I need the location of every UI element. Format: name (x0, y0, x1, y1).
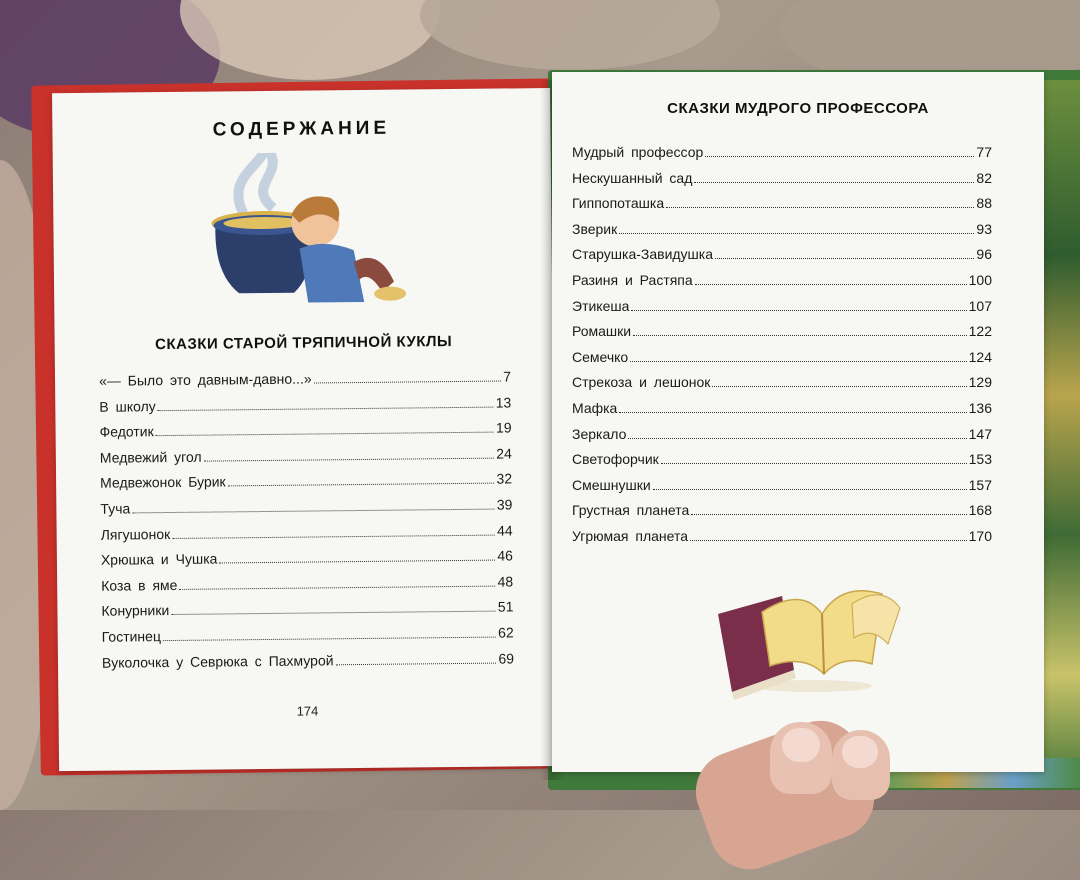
toc-entry-title: Семечко (572, 348, 629, 365)
dot-leader (691, 514, 966, 515)
toc-entry-page: 13 (495, 394, 512, 411)
dot-leader (619, 412, 966, 413)
toc-entry (102, 650, 514, 680)
boy-sleeping-by-pot-illustration (203, 151, 415, 313)
page-number: 174 (296, 703, 319, 719)
toc-entry (572, 221, 992, 247)
toc-entry (572, 323, 992, 349)
open-books-illustration (712, 574, 902, 704)
dot-leader (228, 483, 495, 487)
toc-entry-page: 46 (497, 547, 513, 564)
toc-entry (572, 298, 992, 324)
dot-leader (156, 432, 494, 437)
toc-entry-page: 48 (497, 573, 514, 590)
dot-leader (314, 381, 502, 384)
toc-entry-title: Старушка-Завидушка (572, 246, 714, 263)
toc-entry-page: 153 (968, 451, 992, 468)
toc-entry-page: 24 (496, 445, 512, 462)
toc-entry-title: Смешнушки (572, 476, 651, 493)
dot-leader (705, 156, 974, 157)
toc-entry-title: Гиппопоташка (572, 195, 665, 212)
dot-leader (630, 361, 966, 362)
dot-leader (619, 233, 974, 234)
toc-list (99, 368, 514, 679)
dot-leader (219, 560, 495, 564)
toc-entry (572, 477, 992, 503)
toc-entry-page: 136 (968, 399, 992, 416)
toc-entry (572, 502, 992, 528)
toc-entry (572, 246, 992, 272)
toc-entry-title: Нескушанный сад (572, 169, 693, 186)
toc-entry-page: 129 (968, 374, 992, 391)
toc-entry-title: Мафка (572, 399, 618, 416)
toc-entry-page: 147 (968, 425, 992, 442)
toc-entry-title: Разиня и Растяпа (572, 271, 693, 288)
section-title: СКАЗКИ МУДРОГО ПРОФЕССОРА (667, 100, 929, 117)
toc-entry-title: Федотик (99, 423, 154, 440)
fingernail (782, 728, 820, 762)
dot-leader (628, 438, 966, 439)
toc-entry-page: 39 (496, 496, 513, 513)
toc-entry-title: Медвежонок Бурик (100, 473, 226, 492)
toc-entry (572, 195, 992, 221)
toc-entry (572, 451, 992, 477)
toc-entry (572, 374, 992, 400)
dot-leader (712, 386, 966, 387)
dot-leader (690, 540, 967, 541)
cover-edge-art (1040, 80, 1080, 780)
toc-entry-title: Грустная планета (572, 502, 690, 519)
toc-entry-page: 107 (968, 297, 992, 314)
toc-entry-page: 7 (503, 368, 512, 385)
toc-entry (572, 170, 992, 196)
toc-entry-title: Конурники (101, 602, 170, 620)
dot-leader (631, 310, 966, 311)
toc-entry-title: Угрюмая планета (572, 527, 689, 544)
dot-leader (661, 463, 967, 464)
toc-entry-title: «— Было это давным-давно...» (98, 370, 312, 389)
toc-entry-title: В школу (99, 397, 156, 415)
section-title: СКАЗКИ СТАРОЙ ТРЯПИЧНОЙ КУКЛЫ (155, 333, 453, 354)
dot-leader (171, 611, 496, 615)
toc-entry-page: 122 (968, 323, 992, 340)
dot-leader (132, 509, 495, 514)
toc-entry-page: 124 (968, 348, 992, 365)
toc-entry-title: Вуколочка у Севрюка с Пахмурой (101, 651, 334, 671)
toc-entry-page: 69 (498, 649, 515, 667)
toc-entry-page: 77 (976, 144, 992, 160)
left-page (52, 88, 557, 771)
dot-leader (653, 489, 967, 490)
dot-leader (715, 258, 974, 259)
dot-leader (179, 585, 495, 589)
toc-entry-title: Зверик (572, 220, 618, 237)
toc-entry-page: 100 (968, 271, 992, 288)
dot-leader (158, 406, 494, 411)
toc-entry-title: Мудрый профессор (572, 144, 704, 160)
toc-entry (572, 144, 992, 170)
toc-entry (572, 400, 992, 426)
toc-entry (572, 272, 992, 298)
dot-leader (695, 284, 967, 285)
dot-leader (204, 457, 495, 461)
toc-list (572, 144, 992, 554)
toc-entry-title: Гостинец (101, 628, 162, 645)
toc-entry-page: 19 (495, 419, 512, 436)
toc-entry-title: Зеркало (572, 425, 627, 442)
fingernail (842, 736, 878, 768)
dot-leader (633, 335, 967, 336)
toc-entry-page: 93 (976, 220, 992, 237)
toc-entry-title: Стрекоза и лешонок (572, 374, 711, 391)
toc-entry (572, 426, 992, 452)
toc-entry-title: Ромашки (572, 323, 632, 340)
dot-leader (163, 637, 496, 641)
toc-entry-page: 82 (976, 169, 992, 186)
toc-entry-title: Хрюшка и Чушка (100, 550, 218, 568)
page-title: СОДЕРЖАНИЕ (212, 117, 391, 141)
dot-leader (336, 662, 497, 665)
dot-leader (172, 534, 495, 538)
toc-entry-title: Светофорчик (572, 451, 659, 468)
toc-entry-page: 170 (968, 527, 992, 544)
toc-entry-title: Этикеша (572, 297, 630, 314)
toc-entry (572, 528, 992, 554)
toc-entry-page: 51 (497, 598, 514, 615)
toc-entry-title: Лягушонок (100, 525, 171, 543)
toc-entry-page: 62 (498, 624, 514, 641)
toc-entry-page: 157 (968, 476, 992, 493)
toc-entry-title: Медвежий угол (99, 448, 202, 466)
right-page (552, 72, 1044, 772)
toc-entry-title: Туча (100, 500, 131, 517)
dot-leader (666, 207, 974, 208)
toc-entry (572, 349, 992, 375)
toc-entry-title: Коза в яме (101, 576, 178, 594)
toc-entry-page: 44 (496, 521, 513, 539)
toc-entry-page: 88 (976, 195, 992, 212)
toc-entry-page: 168 (968, 502, 992, 519)
toc-entry-page: 96 (976, 246, 992, 263)
dot-leader (694, 182, 974, 183)
toc-entry-page: 32 (496, 470, 513, 487)
